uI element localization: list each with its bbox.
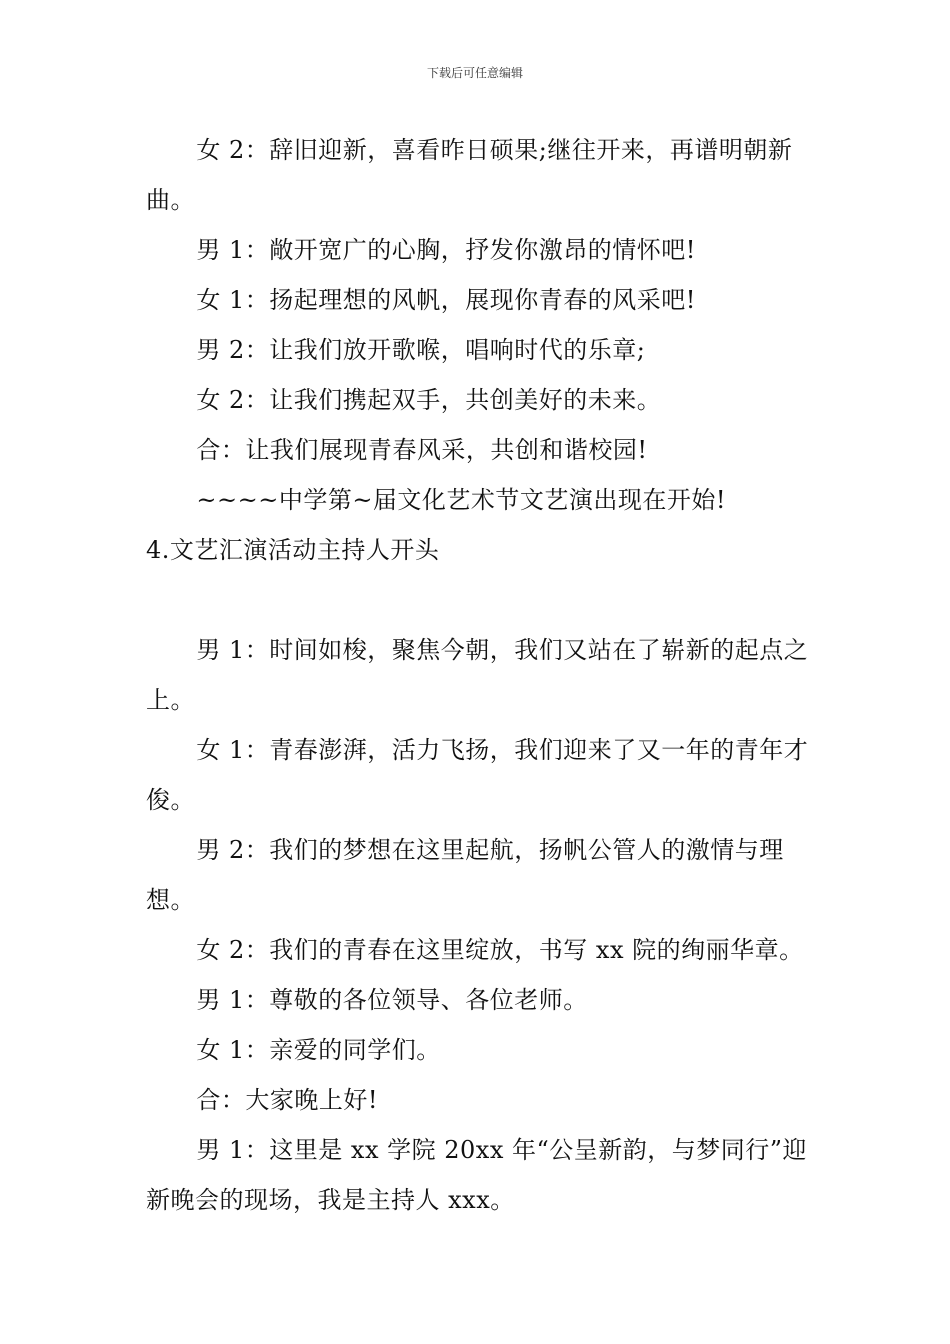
dialogue-line: 女 2：辞旧迎新，喜看昨日硕果;继往开来，再谱明朝新曲。 [146, 136, 793, 214]
section-heading: 4.文艺汇演活动主持人开头 [146, 536, 440, 564]
dialogue-line: 男 1：尊敬的各位领导、各位老师。 [196, 986, 588, 1014]
dialogue-line: 男 1：敞开宽广的心胸，抒发你激昂的情怀吧! [196, 236, 696, 264]
dialogue-line: 合：让我们展现青春风采，共创和谐校园! [196, 436, 648, 464]
dialogue-line: 女 1：亲爱的同学们。 [196, 1036, 441, 1064]
dialogue-line: 男 1：时间如梭，聚焦今朝，我们又站在了崭新的起点之上。 [146, 636, 809, 714]
dialogue-line: 女 2：我们的青春在这里绽放，书写 xx 院的绚丽华章。 [196, 936, 804, 964]
blank-line [146, 575, 810, 625]
page-header: 下载后可任意编辑 [426, 66, 523, 80]
document-body [146, 125, 810, 1225]
dialogue-line: 女 1：青春澎湃，活力飞扬，我们迎来了又一年的青年才俊。 [146, 736, 809, 814]
dialogue-line: ~~~~中学第~届文化艺术节文艺演出现在开始! [196, 486, 727, 514]
dialogue-line: 男 2：我们的梦想在这里起航，扬帆公管人的激情与理想。 [146, 836, 784, 914]
dialogue-line: 男 1：这里是 xx 学院 20xx 年“公呈新韵，与梦同行”迎新晚会的现场，我是主持人 xxx。 [146, 1136, 808, 1214]
dialogue-line: 女 2：让我们携起双手，共创美好的未来。 [196, 386, 662, 414]
dialogue-line: 女 1：扬起理想的风帆，展现你青春的风采吧! [196, 286, 696, 314]
dialogue-line: 男 2：让我们放开歌喉，唱响时代的乐章; [196, 336, 646, 364]
dialogue-line: 合：大家晚上好! [196, 1086, 379, 1114]
